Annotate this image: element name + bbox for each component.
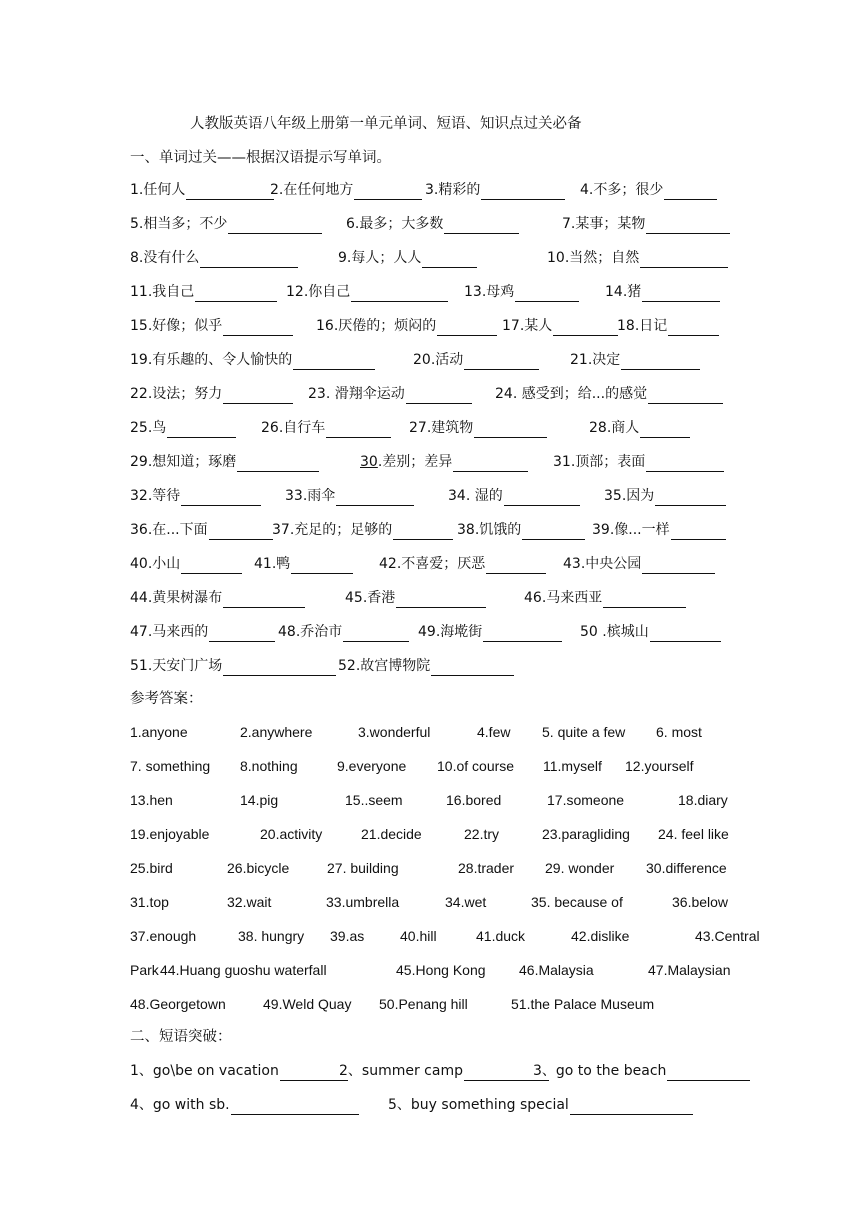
phrase-item [130, 1095, 359, 1115]
vocab-prompt: 4.不多；很少 [580, 182, 664, 198]
answer-item: 49.Weld Quay [263, 996, 352, 1012]
answer-item: 23.paragliding [542, 826, 630, 842]
answer-blank[interactable] [640, 252, 728, 268]
answer-blank[interactable] [640, 422, 690, 438]
vocab-row [130, 520, 730, 542]
answer-row [130, 960, 730, 982]
vocab-prompt: 5.相当多；不少 [130, 216, 228, 232]
answer-item: 28.trader [458, 860, 515, 876]
answer-item: 40.hill [400, 928, 437, 944]
vocab-prompt: 35.因为 [604, 488, 655, 504]
answer-blank[interactable] [223, 660, 336, 676]
answer-blank[interactable] [237, 456, 319, 472]
vocab-prompt: 25.鸟 [130, 420, 167, 436]
answer-item: 47.Malaysian [648, 962, 731, 978]
answer-item: 21.decide [361, 826, 422, 842]
vocab-prompt: 32.等待 [130, 488, 181, 504]
phrase-item [388, 1095, 693, 1115]
answer-blank[interactable] [167, 422, 236, 438]
answer-blank[interactable] [354, 184, 422, 200]
answer-item: 16.bored [446, 792, 502, 808]
answer-item: 1.anyone [130, 724, 188, 740]
phrase-prompt: 5、buy something special [388, 1097, 569, 1113]
answer-blank[interactable] [437, 320, 497, 336]
answer-item: 27. building [327, 860, 399, 876]
answer-blank[interactable] [181, 558, 242, 574]
vocab-item [617, 316, 719, 336]
vocab-prompt: 31.顶部；表面 [553, 454, 646, 470]
vocab-row [130, 452, 730, 474]
vocab-prompt: 36.在...下面 [130, 522, 208, 538]
vocab-prompt: 1.任何人 [130, 182, 186, 198]
answer-row [130, 858, 730, 880]
vocab-item [130, 384, 293, 404]
answer-row [130, 994, 730, 1016]
answer-item: 5. quite a few [542, 724, 626, 740]
answer-blank[interactable] [406, 388, 472, 404]
answer-item: 9.everyone [337, 758, 407, 774]
answer-blank[interactable] [642, 286, 720, 302]
answer-blank[interactable] [486, 558, 546, 574]
vocab-prompt: 20.活动 [413, 352, 464, 368]
answer-blank[interactable] [195, 286, 277, 302]
answer-item: Park [130, 962, 159, 978]
vocab-prompt: 8.没有什么 [130, 250, 200, 266]
vocab-prompt: 23. 滑翔伞运动 [308, 386, 405, 402]
vocab-prompt: 48.乔治市 [278, 624, 343, 640]
vocab-item [130, 588, 305, 608]
answer-item: 50.Penang hill [379, 996, 468, 1012]
answer-blank[interactable] [280, 1065, 348, 1081]
answer-item: 41.duck [476, 928, 526, 944]
vocab-item [425, 180, 565, 200]
vocab-prompt: 29.想知道；琢磨 [130, 454, 237, 470]
answer-item: 36.below [672, 894, 729, 910]
vocab-prompt: 38.饥饿的 [457, 522, 522, 538]
vocab-item [524, 588, 686, 608]
answer-blank[interactable] [474, 422, 547, 438]
vocab-item [589, 418, 690, 438]
phrase-item [339, 1061, 549, 1081]
answer-row [130, 926, 760, 948]
vocab-item [286, 282, 448, 302]
answer-item: 39.as [330, 928, 365, 944]
answer-item: 30.difference [646, 860, 727, 876]
answer-blank[interactable] [209, 626, 275, 642]
vocab-row [130, 418, 730, 440]
vocab-item [130, 214, 322, 234]
answer-blank[interactable] [553, 320, 618, 336]
answer-blank[interactable] [522, 524, 585, 540]
vocab-prompt: 16.厌倦的；烦闷的 [316, 318, 437, 334]
vocab-prompt: 39.像...一样 [592, 522, 670, 538]
vocab-row [130, 180, 730, 202]
phrase-row [130, 1095, 730, 1117]
vocab-prompt: 28.商人 [589, 420, 640, 436]
vocab-prompt: 12.你自己 [286, 284, 351, 300]
vocab-item [130, 486, 261, 506]
answer-item: 24. feel like [658, 826, 729, 842]
answer-item: 29. wonder [545, 860, 615, 876]
vocab-prompt: 11.我自己 [130, 284, 195, 300]
answer-blank[interactable] [603, 592, 686, 608]
vocab-prompt: 21.决定 [570, 352, 621, 368]
answer-blank[interactable] [504, 490, 580, 506]
vocab-item [308, 384, 472, 404]
vocab-prompt: 37.充足的；足够的 [272, 522, 393, 538]
phrase-prompt: 3、go to the beach [533, 1063, 667, 1079]
answer-blank[interactable] [228, 218, 322, 234]
section2-heading: 二、短语突破： [130, 1029, 232, 1045]
answer-blank[interactable] [464, 354, 539, 370]
answer-blank[interactable] [351, 286, 448, 302]
answer-blank[interactable] [453, 456, 528, 472]
answer-blank[interactable] [621, 354, 700, 370]
vocab-item [130, 452, 319, 472]
answer-row [130, 824, 730, 846]
vocab-prompt: 9.每人；人人 [338, 250, 422, 266]
answer-blank[interactable] [650, 626, 721, 642]
vocab-item [580, 622, 721, 642]
answer-item: 10.of course [437, 758, 515, 774]
vocab-prompt: 6.最多；大多数 [346, 216, 444, 232]
answer-item: 45.Hong Kong [396, 962, 486, 978]
phrase-prompt: 2、summer camp [339, 1063, 463, 1079]
answer-item: 7. something [130, 758, 211, 774]
answer-blank[interactable] [336, 490, 414, 506]
vocab-prompt: 33.雨伞 [285, 488, 336, 504]
answer-blank[interactable] [396, 592, 486, 608]
answer-blank[interactable] [646, 218, 730, 234]
vocab-prompt: 15.好像；似乎 [130, 318, 223, 334]
answer-blank[interactable] [667, 1065, 750, 1081]
vocab-item [270, 180, 422, 200]
vocab-row [130, 282, 730, 304]
vocab-item [360, 452, 528, 472]
answer-item: 19.enjoyable [130, 826, 210, 842]
phrase-item [533, 1061, 750, 1081]
answer-blank[interactable] [200, 252, 298, 268]
answer-blank[interactable] [648, 388, 723, 404]
vocab-item [502, 316, 618, 336]
phrase-row [130, 1061, 730, 1083]
vocab-row [130, 316, 730, 338]
vocab-row [130, 554, 730, 576]
vocab-item [338, 656, 514, 676]
vocab-item [272, 520, 453, 540]
answer-blank[interactable] [223, 320, 293, 336]
answer-blank[interactable] [181, 490, 261, 506]
answers-heading: 参考答案： [130, 691, 203, 707]
answer-item: 48.Georgetown [130, 996, 226, 1012]
phrase-prompt: 4、go with sb. [130, 1097, 230, 1113]
phrase-item [130, 1061, 348, 1081]
answer-item: 37.enough [130, 928, 197, 944]
vocab-item [553, 452, 724, 472]
vocab-prompt: 51.天安门广场 [130, 658, 223, 674]
vocab-prompt: 22.设法；努力 [130, 386, 223, 402]
vocab-prompt: 46.马来西亚 [524, 590, 603, 606]
vocab-item [130, 656, 336, 676]
vocab-item [413, 350, 539, 370]
vocab-item [448, 486, 580, 506]
vocab-item [130, 282, 277, 302]
vocab-item [130, 180, 274, 200]
answer-item: 12.yourself [625, 758, 694, 774]
vocab-prompt: 52.故宫博物院 [338, 658, 431, 674]
answer-blank[interactable] [186, 184, 274, 200]
answer-blank[interactable] [664, 184, 717, 200]
vocab-item [285, 486, 414, 506]
vocab-prompt: 2.在任何地方 [270, 182, 354, 198]
vocab-prompt: 34. 湿的 [448, 488, 503, 504]
answer-blank[interactable] [515, 286, 579, 302]
vocab-row [130, 656, 730, 678]
vocab-item [562, 214, 730, 234]
answer-item: 11.myself [543, 758, 602, 774]
answer-blank[interactable] [223, 592, 305, 608]
vocab-item [605, 282, 720, 302]
vocab-item [604, 486, 726, 506]
vocab-item [580, 180, 717, 200]
vocab-prompt: 10.当然；自然 [547, 250, 640, 266]
vocab-prompt: 7.某事；某物 [562, 216, 646, 232]
vocab-item [547, 248, 728, 268]
vocab-item [130, 418, 236, 438]
answer-item: 20.activity [260, 826, 323, 842]
vocab-prompt: 18.日记 [617, 318, 668, 334]
answer-item: 34.wet [445, 894, 487, 910]
vocab-prompt: 42.不喜爱；厌恶 [379, 556, 486, 572]
vocab-item [338, 248, 477, 268]
answer-item: 18.diary [678, 792, 728, 808]
page-title: 人教版英语八年级上册第一单元单词、短语、知识点过关必备 [190, 116, 582, 132]
vocab-item [261, 418, 391, 438]
answer-blank[interactable] [326, 422, 391, 438]
vocab-item [563, 554, 715, 574]
answer-item: 35. because of [531, 894, 623, 910]
answer-blank[interactable] [422, 252, 477, 268]
vocab-item [495, 384, 723, 404]
answer-item: 22.try [464, 826, 500, 842]
vocab-row [130, 214, 730, 236]
answer-item: 17.someone [547, 792, 625, 808]
answer-item: 44.Huang guoshu waterfall [160, 962, 327, 978]
vocab-item [418, 622, 562, 642]
vocab-item [592, 520, 726, 540]
answer-blank[interactable] [668, 320, 719, 336]
vocab-prompt: 45.香港 [345, 590, 396, 606]
answer-blank[interactable] [655, 490, 726, 506]
vocab-row [130, 622, 730, 644]
vocab-prompt: 13.母鸡 [464, 284, 515, 300]
answer-item: 15..seem [345, 792, 403, 808]
vocab-item [130, 554, 242, 574]
vocab-prompt: 49.海墘街 [418, 624, 483, 640]
answer-item: 46.Malaysia [519, 962, 594, 978]
vocab-prompt: 3.精彩的 [425, 182, 481, 198]
vocab-row [130, 588, 730, 610]
answer-blank[interactable] [570, 1099, 693, 1115]
vocab-item [316, 316, 497, 336]
vocab-prompt: 30.差别；差异 [360, 454, 453, 470]
vocab-item [278, 622, 409, 642]
answer-blank[interactable] [642, 558, 715, 574]
vocab-item [464, 282, 579, 302]
vocab-row [130, 486, 730, 508]
vocab-prompt: 40.小山 [130, 556, 181, 572]
phrase-prompt: 1、go\be on vacation [130, 1063, 279, 1079]
answer-item: 3.wonderful [358, 724, 431, 740]
vocab-prompt: 19.有乐趣的、令人愉快的 [130, 352, 293, 368]
vocab-prompt: 24. 感受到；给...的感觉 [495, 386, 648, 402]
vocab-prompt: 41.鸭 [254, 556, 291, 572]
answer-row [130, 892, 730, 914]
answer-blank[interactable] [291, 558, 353, 574]
answer-item: 31.top [130, 894, 169, 910]
answer-blank[interactable] [646, 456, 724, 472]
answer-blank[interactable] [483, 626, 562, 642]
answer-item: 38. hungry [238, 928, 305, 944]
vocab-item [130, 350, 375, 370]
answer-item: 2.anywhere [240, 724, 313, 740]
vocab-prompt: 44.黄果树瀑布 [130, 590, 223, 606]
answer-row [130, 722, 730, 744]
answer-item: 4.few [477, 724, 511, 740]
answer-item: 25.bird [130, 860, 173, 876]
answer-item: 42.dislike [571, 928, 630, 944]
vocab-item [570, 350, 700, 370]
vocab-prompt: 43.中央公园 [563, 556, 642, 572]
vocab-item [345, 588, 486, 608]
answer-item: 26.bicycle [227, 860, 290, 876]
section1-heading: 一、单词过关——根据汉语提示写单词。 [130, 150, 391, 166]
answer-item: 13.hen [130, 792, 173, 808]
vocab-prompt: 17.某人 [502, 318, 553, 334]
answer-item: 6. most [656, 724, 702, 740]
vocab-item [409, 418, 547, 438]
answer-item: 51.the Palace Museum [511, 996, 655, 1012]
vocab-prompt: 47.马来西的 [130, 624, 209, 640]
vocab-item [130, 520, 273, 540]
vocab-item [130, 622, 275, 642]
vocab-item [130, 248, 298, 268]
vocab-prompt: 26.自行车 [261, 420, 326, 436]
answer-blank[interactable] [231, 1099, 359, 1115]
answer-blank[interactable] [481, 184, 565, 200]
answer-item: 43.Central [695, 928, 760, 944]
answer-row [130, 756, 730, 778]
vocab-prompt: 14.猪 [605, 284, 642, 300]
answer-blank[interactable] [393, 524, 453, 540]
answer-blank[interactable] [293, 354, 375, 370]
answer-blank[interactable] [444, 218, 519, 234]
vocab-item [346, 214, 519, 234]
vocab-item [254, 554, 353, 574]
answer-blank[interactable] [431, 660, 514, 676]
vocab-row [130, 350, 730, 372]
answer-blank[interactable] [671, 524, 726, 540]
vocab-row [130, 384, 730, 406]
answer-item: 32.wait [227, 894, 272, 910]
vocab-item [130, 316, 293, 336]
vocab-prompt: 50 .槟城山 [580, 624, 649, 640]
answer-blank[interactable] [223, 388, 293, 404]
answer-blank[interactable] [343, 626, 409, 642]
vocab-row [130, 248, 730, 270]
vocab-prompt: 27.建筑物 [409, 420, 474, 436]
answer-item: 33.umbrella [326, 894, 400, 910]
answer-item: 14.pig [240, 792, 279, 808]
answer-row [130, 790, 730, 812]
answer-blank[interactable] [209, 524, 273, 540]
answer-item: 8.nothing [240, 758, 298, 774]
vocab-item [457, 520, 585, 540]
vocab-item [379, 554, 546, 574]
